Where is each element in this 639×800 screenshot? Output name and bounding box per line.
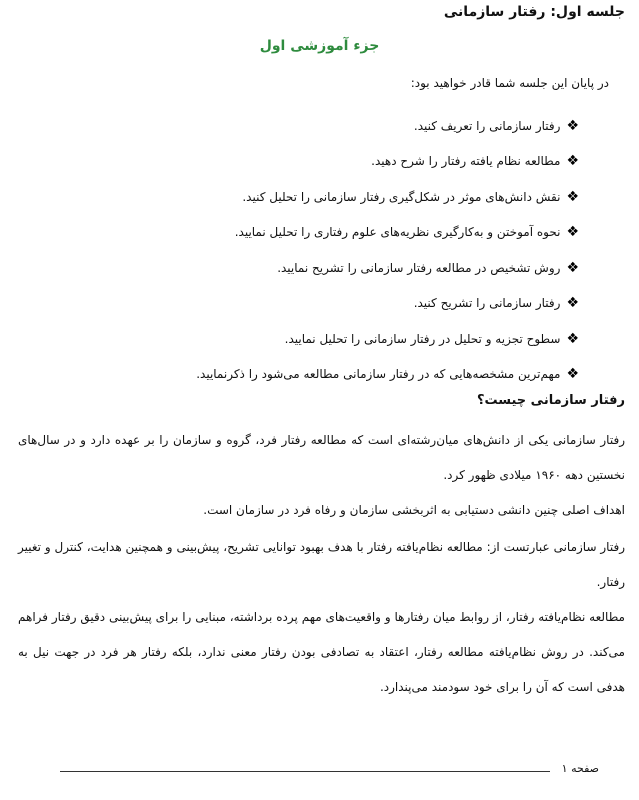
objective-text: رفتار سازمانی را تشریح کنید. <box>413 296 561 311</box>
page-number: صفحه ۱ <box>561 762 599 775</box>
paragraph-block <box>18 530 625 600</box>
intro-text: در پایان این جلسه شما قادر خواهید بود: <box>410 76 609 90</box>
objective-text: رفتار سازمانی را تعریف کنید. <box>413 118 561 133</box>
paragraph-block <box>18 600 625 705</box>
bullet-icon: ❖ <box>566 366 579 383</box>
bullet-icon: ❖ <box>566 188 579 205</box>
objective-item <box>196 215 579 251</box>
objective-item <box>196 144 579 180</box>
objective-item <box>196 250 579 286</box>
objective-item <box>196 286 579 322</box>
footer-divider <box>60 771 550 772</box>
section-title: جزء آموزشی اول <box>259 38 380 54</box>
objective-text: نقش دانش‌های موثر در شکل‌گیری رفتار سازمانی را تحلیل کنید. <box>242 189 561 204</box>
session-title: جلسه اول: رفتار سازمانی <box>443 4 625 20</box>
objective-text: روش تشخیص در مطالعه رفتار سازمانی را تشریح نمایید. <box>277 260 561 275</box>
objective-item <box>196 321 579 357</box>
objective-text: مهم‌ترین مشخصه‌هایی که در رفتار سازمانی مطالعه می‌شود را ذکرنمایید. <box>196 367 561 382</box>
paragraph-block <box>18 423 625 493</box>
body-paragraph: اهداف اصلی چنین دانشی دستیابی به اثربخشی سازمان و رفاه فرد در سازمان است. <box>203 503 625 517</box>
question-heading: رفتار سازمانی چیست؟ <box>476 393 625 408</box>
bullet-icon: ❖ <box>566 153 579 170</box>
bullet-icon: ❖ <box>566 330 579 347</box>
objective-item <box>196 179 579 215</box>
body-paragraph: مطالعه نظام‌یافته رفتار، از روابط میان رفتارها و واقعیت‌های مهم پرده برداشته، مبنایی را برای پیش‌بینی دقیق رفتار فراهم می‌کند. در روش نظام‌یافته مطالعه رفتار، اعتقاد به تصادفی بودن رفتار معنی ندارد، بلکه رفتار هر فرد در جهت نیل به هدفی است که آن را برای خود سودمند می‌پندارد. <box>18 610 625 694</box>
objective-text: سطوح تجزیه و تحلیل در رفتار سازمانی را تحلیل نمایید. <box>284 331 561 346</box>
body-paragraph: رفتار سازمانی یکی از دانش‌های میان‌رشته‌ای است که مطالعه رفتار فرد، گروه و سازمان را بر عهده دارد و در سال‌های نخستین دهه ۱۹۶۰ میلادی ظهور کرد. <box>18 433 625 482</box>
bullet-icon: ❖ <box>566 117 579 134</box>
objective-item <box>196 357 579 393</box>
body-paragraph: رفتار سازمانی عبارتست از: مطالعه نظام‌یافته رفتار با هدف بهبود توانایی تشریح، پیش‌بینی و همچنین هدایت، کنترل و تغییر رفتار. <box>18 540 625 589</box>
bullet-icon: ❖ <box>566 295 579 312</box>
objectives-list <box>196 108 579 392</box>
objective-item <box>196 108 579 144</box>
paragraph-block <box>18 493 625 528</box>
objective-text: مطالعه نظام یافته رفتار را شرح دهید. <box>371 154 561 169</box>
bullet-icon: ❖ <box>566 259 579 276</box>
page-footer <box>60 762 599 775</box>
objective-text: نحوه آموختن و به‌کارگیری نظریه‌های علوم رفتاری را تحلیل نمایید. <box>234 225 561 240</box>
bullet-icon: ❖ <box>566 224 579 241</box>
